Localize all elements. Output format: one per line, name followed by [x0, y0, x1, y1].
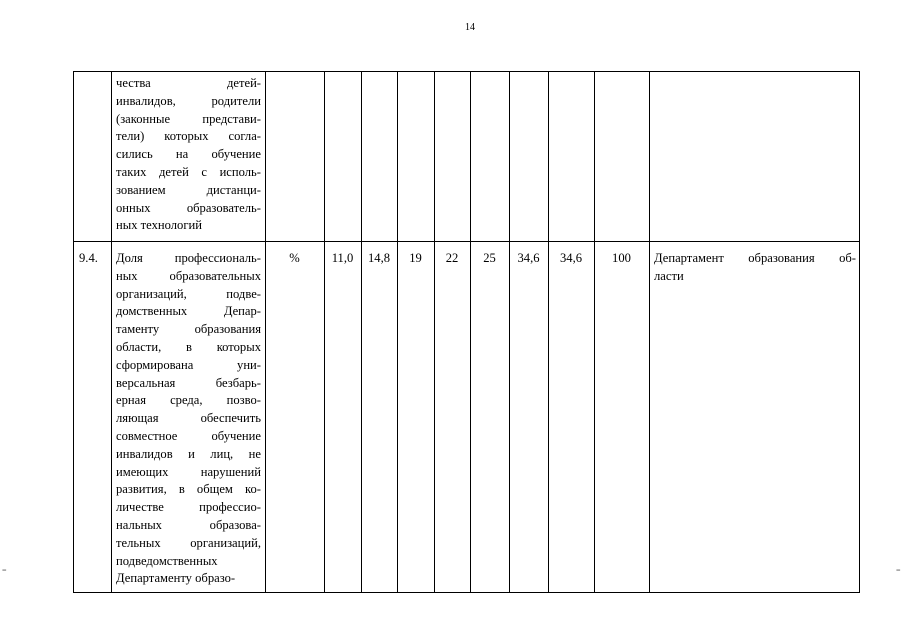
column-divider [265, 72, 266, 593]
description-line: сились на обучение [116, 147, 261, 162]
responsible-line: Департамент образования об- [654, 251, 856, 265]
description-line: версальная безбарь- [116, 375, 261, 390]
description-line: чества детей- [116, 76, 261, 90]
value-cell: 19 [409, 251, 422, 265]
description-line: инвалидов и лиц, не [116, 446, 261, 461]
description-line: домственных Депар- [116, 304, 261, 319]
page-number: 14 [465, 22, 475, 33]
column-divider [324, 72, 325, 593]
description-line: тели) которых согла- [116, 129, 261, 144]
column-divider [509, 72, 510, 593]
column-divider [470, 72, 471, 593]
unit-cell: % [289, 251, 300, 265]
description-line: зованием дистанци- [116, 182, 261, 197]
description-line: (законные представи- [116, 111, 261, 126]
description-line: ляющая обеспечить [116, 411, 261, 426]
column-divider [434, 72, 435, 593]
description-line: Департаменту образо- [116, 571, 236, 586]
description-line: ерная среда, позво- [116, 393, 261, 408]
column-divider [548, 72, 549, 593]
margin-mark-right: = [896, 566, 901, 575]
column-divider [361, 72, 362, 593]
responsible-cell [654, 250, 856, 286]
column-divider [397, 72, 398, 593]
description-line: нальных образова- [116, 517, 261, 532]
description-line: тельных организаций, [116, 535, 261, 550]
row-divider [74, 592, 860, 593]
description-line: таких детей с исполь- [116, 164, 261, 179]
description-line: личестве профессио- [116, 500, 261, 515]
description-line: развития, в общем ко- [116, 482, 261, 497]
description-line: Доля профессиональ- [116, 251, 261, 265]
indicator-table [73, 71, 860, 593]
column-divider [649, 72, 650, 593]
value-cell: 34,6 [559, 251, 583, 265]
column-divider [859, 72, 860, 593]
description-line: инвалидов, родители [116, 93, 261, 108]
description-line: совместное обучение [116, 428, 261, 443]
description-line: ных технологий [116, 218, 202, 233]
row-divider [74, 241, 860, 242]
value-cell: 25 [483, 251, 496, 265]
table-row-continuation [116, 75, 261, 235]
description-line: организаций, подве- [116, 286, 261, 301]
value-cell: 100 [612, 251, 631, 265]
value-cell: 34,6 [517, 251, 540, 265]
margin-mark-left: = [2, 566, 7, 575]
description-line: таменту образования [116, 322, 261, 337]
description-line: сформирована уни- [116, 357, 261, 372]
row-index: 9.4. [79, 251, 98, 265]
description-line: области, в которых [116, 339, 261, 354]
indicator-description [116, 250, 261, 588]
value-cell: 14,8 [367, 251, 391, 265]
column-divider [111, 72, 112, 593]
description-line: онных образователь- [116, 200, 261, 215]
value-cell: 11,0 [331, 251, 354, 265]
column-divider [594, 72, 595, 593]
responsible-line: ласти [654, 268, 684, 283]
description-line: имеющих нарушений [116, 464, 261, 479]
description-line: ных образовательных [116, 268, 261, 283]
value-cell: 22 [445, 251, 459, 265]
description-line: подведомственных [116, 553, 218, 568]
